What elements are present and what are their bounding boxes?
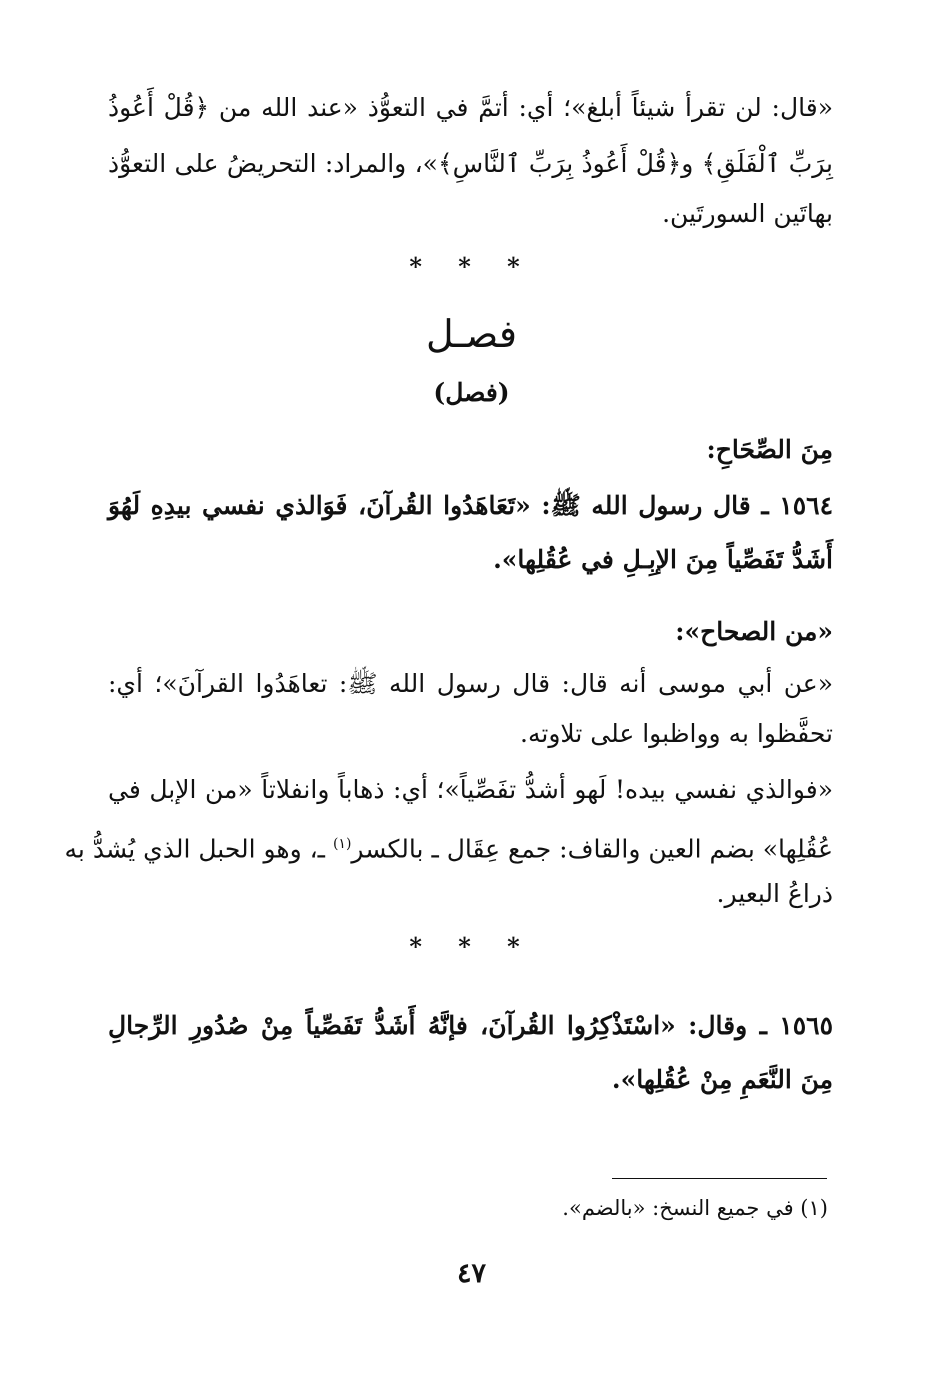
page-number: ٤٧ xyxy=(456,1258,486,1289)
footnote-reference: (١) xyxy=(332,836,352,852)
commentary-2-line-3: ذراعُ البعير. xyxy=(716,879,833,908)
commentary-2-line-2-rest: ـ، وهو الحبل الذي يُشدُّ به xyxy=(64,834,333,864)
section-subtitle: (فصل) xyxy=(433,378,510,407)
commentary-1-line-2: تحفَّظوا به وواظبوا على تلاوته. xyxy=(520,719,833,748)
top-paragraph-line-3: بهاتَين السورتَين. xyxy=(662,199,833,228)
section-divider-bottom: * * * xyxy=(409,932,534,961)
footnote-separator xyxy=(612,1178,827,1179)
top-paragraph-line-2: بِرَبِّ ٱلْفَلَقِ﴾ و﴿قُلْ أَعُوذُ بِرَبِّ ٱلنَّاسِ﴾»، والمراد: التحريضُ على التعوُّذ xyxy=(108,149,833,178)
commentary-label: «من الصحاح»: xyxy=(675,617,833,646)
commentary-2-line-2-text: عُقُلِها» بضم العين والقاف: جمع عِقَال ـ بالكسر xyxy=(351,834,833,864)
section-divider-top: * * * xyxy=(409,252,534,281)
hadith-1565-line-1: ١٥٦٥ ـ وقال: «اسْتَذْكِرُوا القُرآنَ، فإنَّهُ أَشَدُّ تَفَصِّياً مِنْ صُدُورِ الرِّجالِ xyxy=(108,1011,833,1040)
section-title: فصـل xyxy=(425,312,518,356)
sihah-label: مِنَ الصِّحَاحِ: xyxy=(706,435,833,464)
hadith-1564-line-1: ١٥٦٤ ـ قال رسول الله ﷺ: «تَعَاهَدُوا القُرآنَ، فَوَالذي نفسي بيدِهِ لَهُوَ xyxy=(108,491,833,520)
hadith-1564-line-2: أَشَدُّ تَفَصِّياً مِنَ الإبِـلِ في عُقُلِها». xyxy=(493,545,833,574)
commentary-2-line-2 xyxy=(64,824,833,869)
footnote: (١) في جميع النسخ: «بالضم». xyxy=(562,1196,828,1220)
hadith-1565-line-2: مِنَ النَّعَمِ مِنْ عُقُلِها». xyxy=(611,1065,833,1094)
top-paragraph-line-1: «قال: لن تقرأ شيئاً أبلغ»؛ أي: أتمَّ في التعوُّذ «عند الله من ﴿قُلْ أَعُوذُ xyxy=(108,93,833,122)
commentary-1-line-1: «عن أبي موسى أنه قال: قال رسول الله ﷺ: تعاهَدُوا القرآنَ»؛ أي: xyxy=(108,669,833,698)
commentary-2-line-1: «فوالذي نفسي بيده! لَهو أشدُّ تفَصِّياً»؛ أي: ذهاباً وانفلاتاً «من الإبل في xyxy=(108,775,833,804)
